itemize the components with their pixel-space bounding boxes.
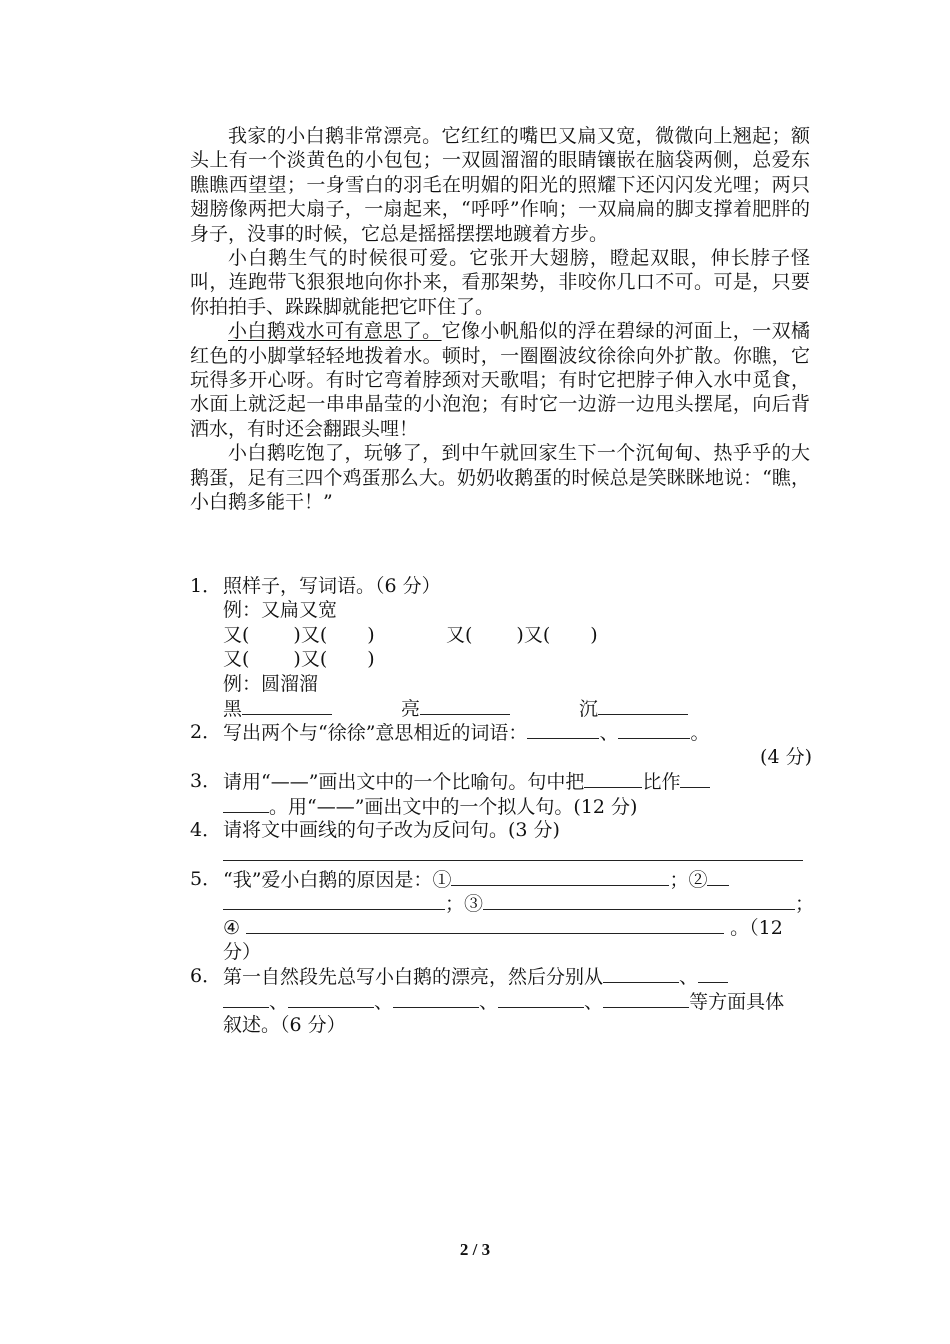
answer-blank[interactable] bbox=[420, 696, 510, 715]
answer-blank[interactable] bbox=[242, 696, 332, 715]
separator: 、 bbox=[374, 990, 394, 1013]
question-number: 1． bbox=[190, 575, 222, 597]
separator: ； bbox=[795, 893, 815, 916]
circle-number: ③ bbox=[464, 893, 484, 916]
question-5 bbox=[190, 867, 815, 965]
word-prompt: 亮 bbox=[401, 697, 421, 720]
question-text: 比作 bbox=[642, 771, 681, 794]
blank-label: ) bbox=[590, 623, 598, 646]
separator: ； bbox=[669, 868, 689, 891]
answer-blank[interactable] bbox=[584, 769, 642, 788]
question-3 bbox=[190, 769, 812, 818]
score-label: 分） bbox=[223, 940, 262, 963]
paragraph-3-rest: 它像小帆船似的浮在碧绿的河面上，一双橘红色的小脚掌轻轻地拨着水。顿时，一圈圈波纹徐徐向外扩散。你瞧，它玩得多开心呀。有时它弯着脖颈对天歌唱；有时它把脖子伸入水中觅食，水面上就泛起一串串晶莹的小泡泡；有时它一边游一边甩头摆尾，向后背洒水，有时还会翻跟头哩！ bbox=[190, 320, 810, 440]
answer-blank[interactable] bbox=[618, 720, 690, 739]
answer-blank[interactable] bbox=[223, 989, 269, 1008]
question-text: 写出两个与“徐徐”意思相近的词语： bbox=[223, 722, 528, 745]
question-number: 3． bbox=[190, 770, 222, 793]
question-text: 请将文中画线的句子改为反问句。(3 分) bbox=[223, 818, 560, 841]
answer-blank[interactable] bbox=[223, 891, 445, 910]
question-text: 请用“——”画出文中的一个比喻句。句中把 bbox=[223, 771, 585, 794]
period: 。 bbox=[690, 722, 710, 745]
underlined-sentence: 小白鹅戏水可有意思了。 bbox=[228, 320, 442, 343]
answer-blank[interactable] bbox=[288, 989, 374, 1008]
answer-blank[interactable] bbox=[527, 720, 599, 739]
question-4 bbox=[190, 818, 812, 867]
question-text: 第一自然段先总写小白鹅的漂亮，然后分别从 bbox=[223, 966, 604, 989]
score-label: 。（12 bbox=[730, 917, 783, 940]
circle-number: ① bbox=[432, 868, 452, 891]
answer-blank[interactable] bbox=[498, 989, 584, 1008]
question-text: 等方面具体 bbox=[689, 990, 785, 1013]
paragraph-2: 小白鹅生气的时候很可爱。它张开大翅膀，瞪起双眼，伸长脖子怪叫，连跑带飞狠狠地向你扑来，看那架势，非咬你几口不可。可是，只要你拍拍手、跺跺脚就能把它吓住了。 bbox=[190, 247, 810, 318]
example-2: 例：圆溜溜 bbox=[223, 672, 319, 695]
answer-blank[interactable] bbox=[223, 794, 269, 813]
score-label: (4 分) bbox=[760, 745, 812, 768]
separator: ； bbox=[445, 893, 465, 916]
blank-label: 又( bbox=[446, 623, 473, 646]
question-text: 叙述。（6 分） bbox=[223, 1014, 346, 1037]
question-number: 4． bbox=[190, 818, 222, 841]
answer-blank[interactable] bbox=[451, 867, 669, 886]
question-text: 照样子，写词语。（6 分） bbox=[223, 575, 441, 597]
blank-label: )又( bbox=[293, 623, 328, 646]
blank-label: )又( bbox=[293, 648, 328, 671]
reading-passage bbox=[190, 124, 810, 515]
circle-number: ② bbox=[688, 868, 708, 891]
separator: 、 bbox=[584, 990, 604, 1013]
question-text: 。用“——”画出文中的一个拟人句。(12 分) bbox=[269, 795, 638, 818]
paragraph-1: 我家的小白鹅非常漂亮。它红红的嘴巴又扁又宽，微微向上翘起；额头上有一个淡黄色的小包包；一双圆溜溜的眼睛镶嵌在脑袋两侧，总爱东瞧瞧西望望；一身雪白的羽毛在明媚的阳光的照耀下还闪闪发光哩；两只翅膀像两把大扇子，一扇起来，“呼呼”作响；一双扁扁的脚支撑着肥胖的身子，没事的时候，它总是摇摇摆摆地踱着方步。 bbox=[190, 125, 810, 245]
blank-label: )又( bbox=[516, 623, 551, 646]
answer-blank[interactable] bbox=[698, 964, 728, 983]
answer-blank[interactable] bbox=[603, 989, 689, 1008]
question-number: 2． bbox=[190, 721, 222, 744]
separator: 、 bbox=[269, 990, 289, 1013]
separator: 、 bbox=[479, 990, 499, 1013]
paragraph-4: 小白鹅吃饱了，玩够了，到中午就回家生下一个沉甸甸、热乎乎的大鹅蛋，足有三四个鸡蛋那么大。奶奶收鹅蛋的时候总是笑眯眯地说：“瞧，小白鹅多能干！” bbox=[190, 442, 810, 514]
word-prompt: 沉 bbox=[579, 697, 599, 720]
blank-label: ) bbox=[367, 648, 375, 671]
question-text: “我”爱小白鹅的原因是： bbox=[223, 868, 433, 891]
question-6 bbox=[190, 964, 812, 1037]
answer-blank[interactable] bbox=[707, 867, 729, 886]
paragraph-3 bbox=[190, 319, 810, 441]
separator: 、 bbox=[679, 966, 699, 989]
word-prompt: 黑 bbox=[223, 697, 243, 720]
question-1 bbox=[190, 574, 812, 720]
circle-number: ④ bbox=[223, 917, 241, 940]
answer-blank[interactable] bbox=[246, 915, 724, 934]
blank-label: ) bbox=[367, 623, 375, 646]
answer-blank[interactable] bbox=[603, 964, 679, 983]
question-number: 5． bbox=[190, 867, 222, 890]
page-number: 2 / 3 bbox=[459, 1240, 491, 1259]
blank-label: 又( bbox=[223, 648, 250, 671]
answer-blank[interactable] bbox=[598, 696, 688, 715]
blank-label: 又( bbox=[223, 623, 250, 646]
example-1: 例：又扁又宽 bbox=[223, 599, 338, 622]
answer-blank[interactable] bbox=[393, 989, 479, 1008]
answer-line[interactable] bbox=[223, 842, 803, 861]
answer-blank[interactable] bbox=[680, 769, 710, 788]
question-2 bbox=[190, 720, 812, 769]
answer-blank[interactable] bbox=[483, 891, 795, 910]
questions bbox=[190, 574, 815, 1037]
question-number: 6． bbox=[190, 965, 222, 988]
separator: 、 bbox=[599, 722, 619, 745]
